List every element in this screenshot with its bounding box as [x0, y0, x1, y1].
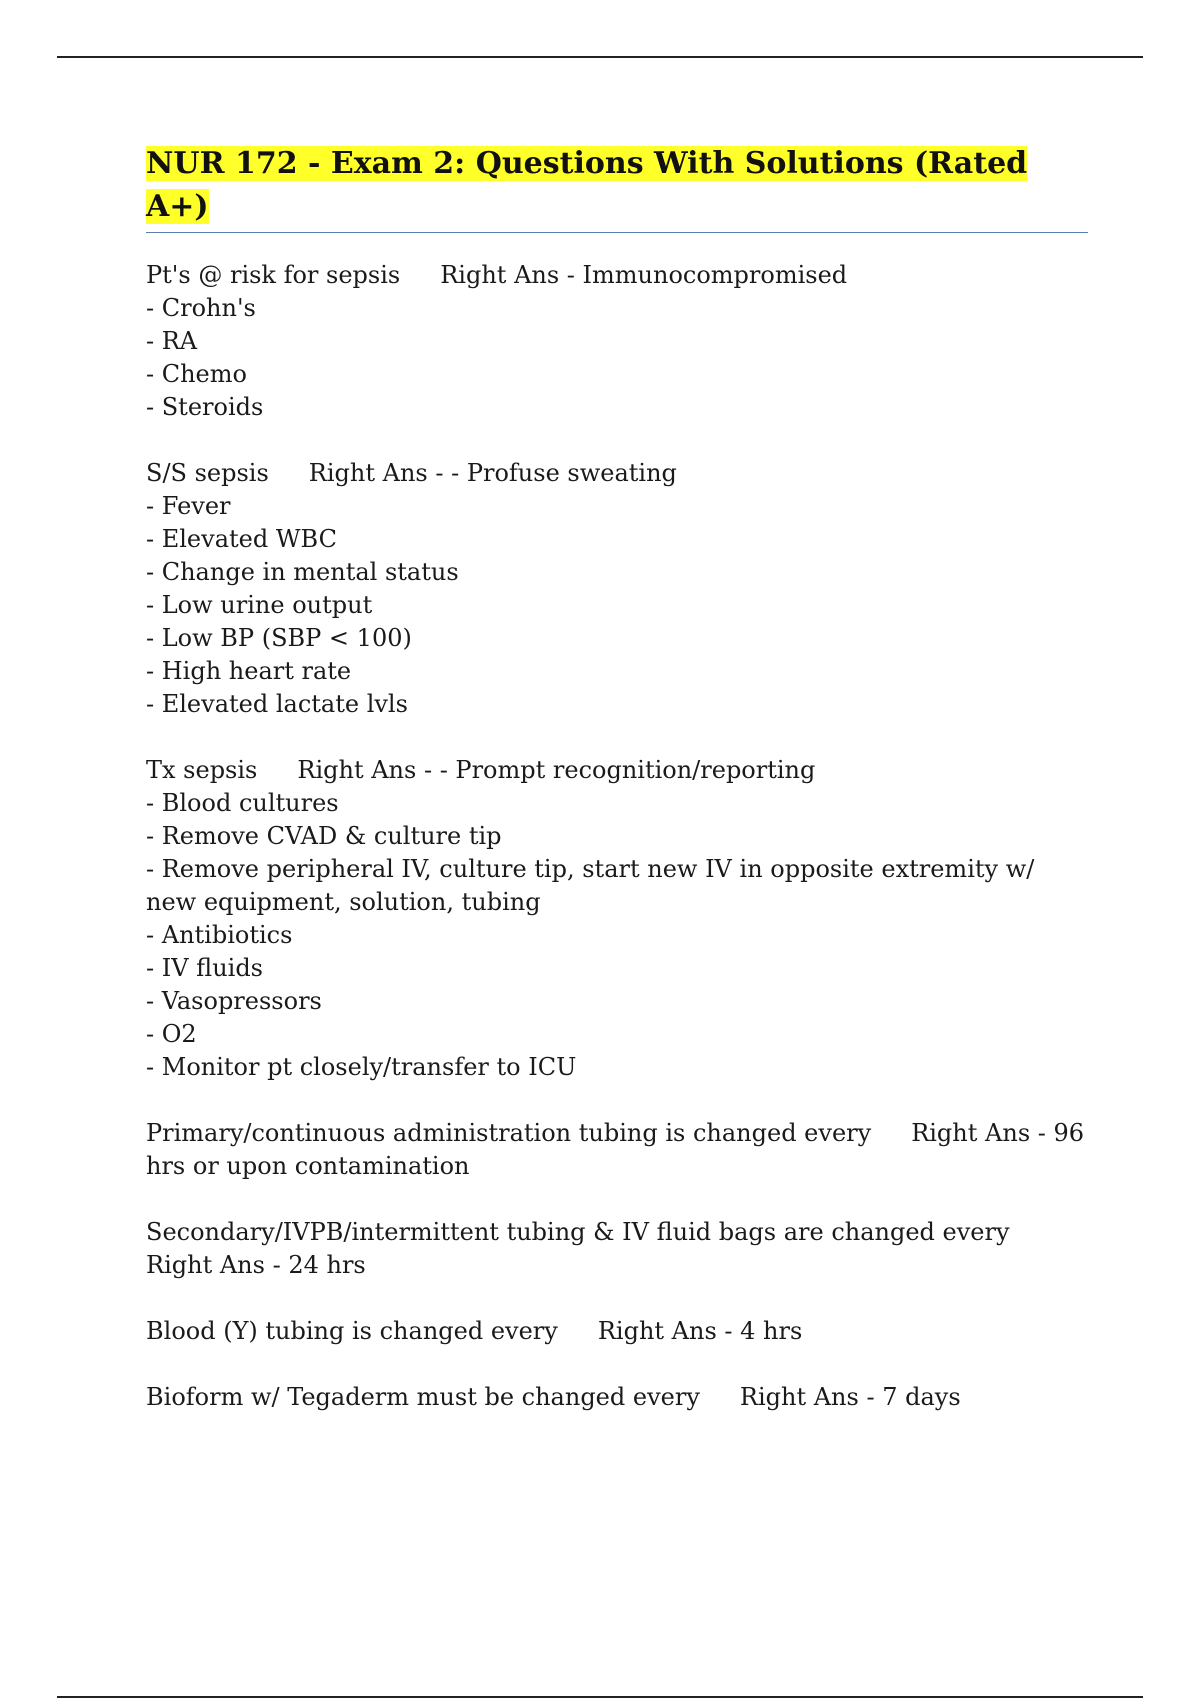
question-text: Bioform w/ Tegaderm must be changed every: [146, 1383, 700, 1411]
answer-line: - Steroids: [146, 393, 264, 421]
answer-line: - Antibiotics: [146, 921, 293, 949]
answer-text: Right Ans - - Profuse sweating: [308, 459, 677, 487]
answer-line: - Remove CVAD & culture tip: [146, 822, 502, 850]
qa-item: [146, 1117, 1088, 1183]
qa-item: [146, 457, 1088, 721]
answer-line: - Blood cultures: [146, 789, 339, 817]
question-text: Primary/continuous administration tubing is changed every: [146, 1119, 872, 1147]
question-text: S/S sepsis: [146, 459, 269, 487]
answer-line: - Change in mental status: [146, 558, 459, 586]
answer-text: Right Ans - 4 hrs: [597, 1317, 803, 1345]
answer-line: - Fever: [146, 492, 231, 520]
qa-list: [146, 259, 1088, 1414]
document-title-text: NUR 172 - Exam 2: Questions With Solutions (Rated A+): [146, 146, 1028, 224]
answer-text: Right Ans - - Prompt recognition/reporting: [297, 756, 816, 784]
answer-line: - Elevated WBC: [146, 525, 337, 553]
answer-line: - High heart rate: [146, 657, 352, 685]
answer-text: Right Ans - 7 days: [739, 1383, 961, 1411]
question-text: Pt's @ risk for sepsis: [146, 261, 401, 289]
question-text: Blood (Y) tubing is changed every: [146, 1317, 558, 1345]
answer-text: Right Ans - Immunocompromised: [440, 261, 848, 289]
answer-line: - Elevated lactate lvls: [146, 690, 408, 718]
answer-line: - Low urine output: [146, 591, 373, 619]
page-bottom-rule: [57, 1696, 1143, 1698]
answer-line: - Vasopressors: [146, 987, 322, 1015]
question-text: Tx sepsis: [146, 756, 258, 784]
qa-item: [146, 1216, 1088, 1282]
answer-line: - Crohn's: [146, 294, 256, 322]
answer-line: - Chemo: [146, 360, 247, 388]
answer-line: - Remove peripheral IV, culture tip, start new IV in opposite extremity w/ new equipment, solution, tubing: [146, 855, 1035, 916]
answer-text: Right Ans - 24 hrs: [146, 1251, 366, 1279]
document-body: [146, 142, 1088, 1447]
qa-item: [146, 1315, 1088, 1348]
document-title: [146, 142, 1088, 228]
answer-line: - O2: [146, 1020, 197, 1048]
answer-line: - Low BP (SBP < 100): [146, 624, 412, 652]
qa-item: [146, 259, 1088, 424]
question-text: Secondary/IVPB/intermittent tubing & IV fluid bags are changed every: [146, 1218, 1010, 1246]
answer-line: - Monitor pt closely/transfer to ICU: [146, 1053, 577, 1081]
answer-line: - IV fluids: [146, 954, 263, 982]
page-top-rule: [57, 56, 1143, 58]
answer-text: Right Ans - 96 hrs or upon contamination: [146, 1119, 1085, 1180]
title-underline: [146, 232, 1088, 233]
answer-line: - RA: [146, 327, 198, 355]
qa-item: [146, 1381, 1088, 1414]
qa-item: [146, 754, 1088, 1084]
